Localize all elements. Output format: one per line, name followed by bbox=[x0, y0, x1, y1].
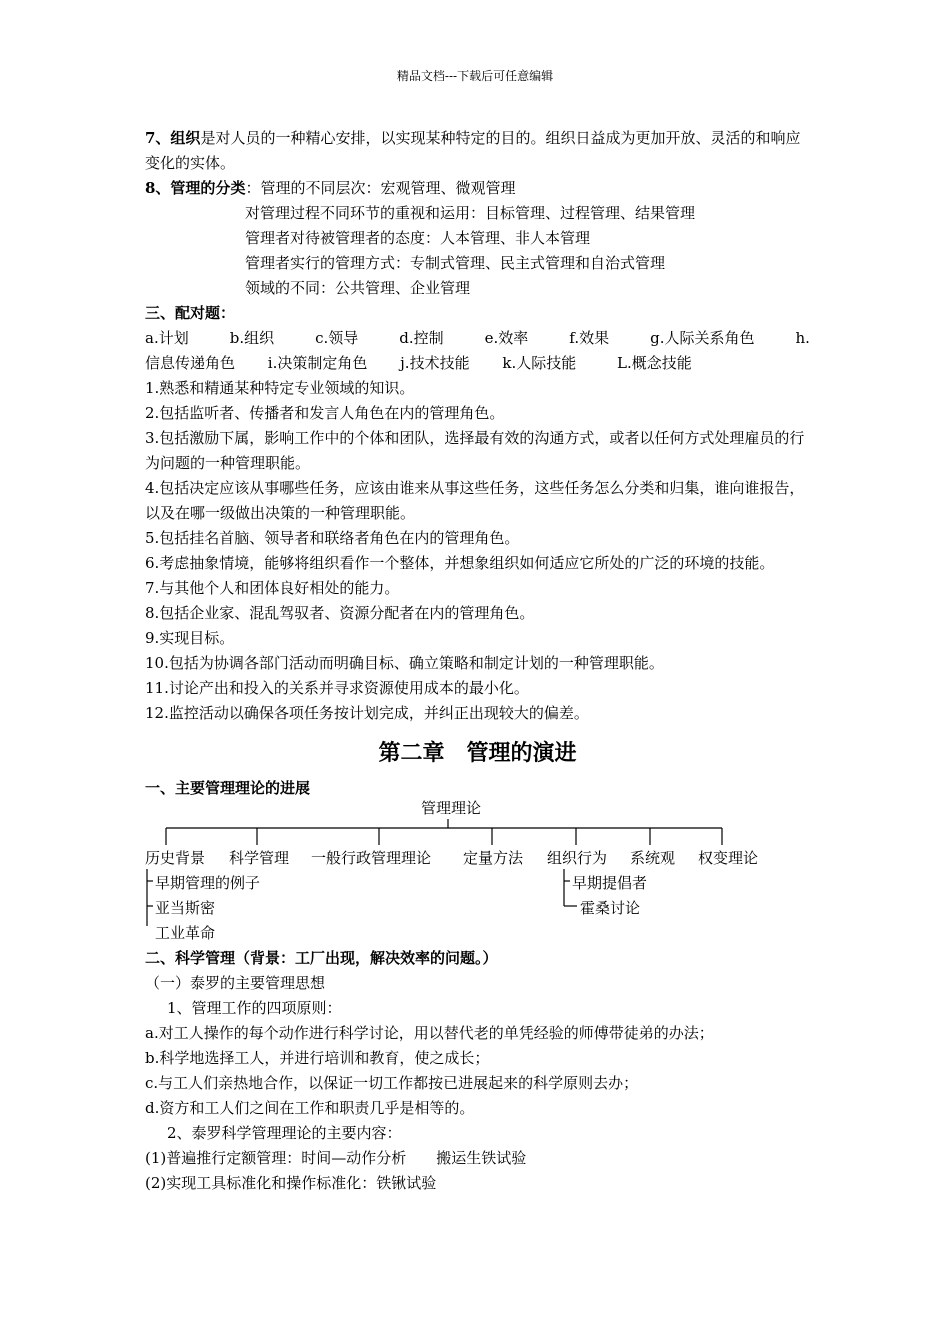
contents-heading: 2、泰罗科学管理理论的主要内容： bbox=[167, 1124, 402, 1142]
tree-branch-history: 历史背景 bbox=[145, 849, 206, 867]
principle-d: d.资方和工人们之间在工作和职责几乎是相等的。 bbox=[145, 1099, 475, 1117]
question-6: 6.考虑抽象情境，能够将组织看作一个整体，并想象组织如何适应它所处的广泛的环境的技能。 bbox=[145, 554, 775, 572]
section-8-title: 8、管理的分类 bbox=[145, 179, 246, 197]
section-3-title: 三、配对题： bbox=[145, 304, 236, 322]
question-3: 3.包括激励下属，影响工作中的个体和团队，选择最有效的沟通方式，或者以任何方式处理雇员的行为问题的一种管理职能。 bbox=[145, 429, 805, 472]
options-row-1 bbox=[145, 326, 810, 351]
option-h: 信息传递角色 bbox=[145, 354, 236, 372]
question-2: 2.包括监听者、传播者和发言人角色在内的管理角色。 bbox=[145, 404, 505, 422]
tree-branch-quantitative: 定量方法 bbox=[463, 849, 524, 867]
section-8-line-1 bbox=[145, 176, 810, 201]
tree-branch-contingency: 权变理论 bbox=[698, 849, 759, 867]
section-7-title: 7、组织 bbox=[145, 129, 201, 147]
option-k: k.人际技能 bbox=[502, 354, 577, 372]
option-h-prefix: h. bbox=[795, 329, 810, 347]
option-l: L.概念技能 bbox=[617, 354, 692, 372]
principle-a: a.对工人操作的每个动作进行科学讨论，用以替代老的单凭经验的师傅带徒弟的办法； bbox=[145, 1024, 714, 1042]
question-8: 8.包括企业家、混乱驾驭者、资源分配者在内的管理角色。 bbox=[145, 604, 535, 622]
question-1: 1.熟悉和精通某种特定专业领域的知识。 bbox=[145, 379, 415, 397]
question-7: 7.与其他个人和团体良好相处的能力。 bbox=[145, 579, 400, 597]
principles-heading: 1、管理工作的四项原则： bbox=[167, 999, 342, 1017]
chapter-title: 第二章 管理的演进 bbox=[378, 740, 577, 766]
question-12: 12.监控活动以确保各项任务按计划完成，并纠正出现较大的偏差。 bbox=[145, 704, 589, 722]
section-2-heading: 二、科学管理（背景：工厂出现，解决效率的问题。） bbox=[145, 949, 498, 967]
tree-history-child-1: 早期管理的例子 bbox=[155, 874, 261, 892]
section-7-text: 是对人员的一种精心安排，以实现某种特定的目的。组织日益成为更加开放、灵活的和响应变化的实体。 bbox=[145, 129, 801, 172]
section-8-line-5: 领域的不同：公共管理、企业管理 bbox=[245, 279, 471, 297]
option-b: b.组织 bbox=[229, 329, 275, 347]
option-c: c.领导 bbox=[315, 329, 359, 347]
tree-branch-systems: 系统观 bbox=[630, 849, 676, 867]
tree-branch-behavior: 组织行为 bbox=[547, 849, 608, 867]
tree-history-child-3: 工业革命 bbox=[155, 924, 216, 942]
question-4: 4.包括决定应该从事哪些任务，应该由谁来从事这些任务，这些任务怎么分类和归集，谁向谁报告，以及在哪一级做出决策的一种管理职能。 bbox=[145, 479, 805, 522]
question-9: 9.实现目标。 bbox=[145, 629, 235, 647]
section-8-line-3: 管理者对待被管理者的态度：人本管理、非人本管理 bbox=[245, 229, 591, 247]
section-7 bbox=[145, 126, 810, 176]
option-j: j.技术技能 bbox=[400, 354, 470, 372]
section-1-heading: 一、主要管理理论的进展 bbox=[145, 779, 311, 797]
options-row-2 bbox=[145, 351, 810, 376]
tree-behavior-child-1: 早期提倡者 bbox=[572, 874, 648, 892]
question-11: 11.讨论产出和投入的关系并寻求资源使用成本的最小化。 bbox=[145, 679, 529, 697]
principle-c: c.与工人们亲热地合作，以保证一切工作都按已进展起来的科学原则去办； bbox=[145, 1074, 639, 1092]
document-body bbox=[145, 126, 810, 1196]
content-item-2: (2)实现工具标准化和操作标准化：铁锹试验 bbox=[145, 1174, 437, 1192]
tree-branch-scientific: 科学管理 bbox=[229, 849, 290, 867]
tree-behavior-child-2: 霍桑讨论 bbox=[580, 899, 641, 917]
option-e: e.效率 bbox=[484, 329, 529, 347]
question-10: 10.包括为协调各部门活动而明确目标、确立策略和制定计划的一种管理职能。 bbox=[145, 654, 664, 672]
section-8-line-2: 对管理过程不同环节的重视和运用：目标管理、过程管理、结果管理 bbox=[245, 204, 696, 222]
principle-b: b.科学地选择工人，并进行培训和教育，使之成长； bbox=[145, 1049, 490, 1067]
tree-root: 管理理论 bbox=[421, 799, 482, 817]
section-8-line-4: 管理者实行的管理方式：专制式管理、民主式管理和自治式管理 bbox=[245, 254, 666, 272]
management-theory-tree bbox=[145, 799, 810, 942]
option-d: d.控制 bbox=[399, 329, 444, 347]
tree-history-child-2: 亚当斯密 bbox=[155, 899, 216, 917]
section-8-text: ：管理的不同层次：宏观管理、微观管理 bbox=[245, 179, 516, 197]
tree-branch-administrative: 一般行政管理理论 bbox=[311, 849, 432, 867]
page-header: 精品文档---下载后可任意编辑 bbox=[396, 69, 554, 83]
option-i: i.决策制定角色 bbox=[267, 354, 368, 372]
option-g: g.人际关系角色 bbox=[650, 329, 755, 347]
content-item-1: (1)普遍推行定额管理：时间—动作分析 搬运生铁试验 bbox=[145, 1149, 527, 1167]
question-5: 5.包括挂名首脑、领导者和联络者角色在内的管理角色。 bbox=[145, 529, 520, 547]
option-f: f.效果 bbox=[569, 329, 610, 347]
subsection-taylor: （一）泰罗的主要管理思想 bbox=[145, 974, 326, 992]
option-a: a.计划 bbox=[145, 329, 189, 347]
